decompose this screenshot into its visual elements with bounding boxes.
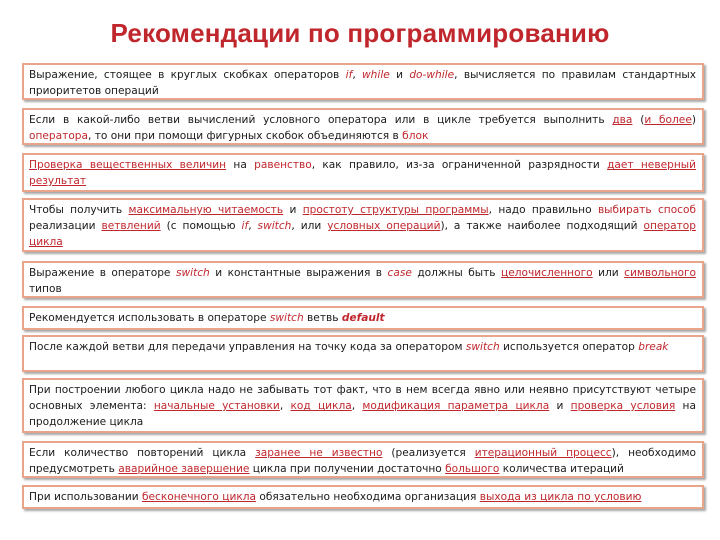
- text-segment: типов: [29, 283, 62, 295]
- recommendation-box-2: [22, 108, 704, 145]
- recommendation-box-4: [22, 198, 704, 252]
- highlighted-text: блок: [402, 130, 429, 142]
- highlighted-text: проверка условия: [570, 400, 676, 412]
- highlighted-text: ветвлений: [101, 220, 161, 232]
- highlighted-text: два: [612, 114, 633, 126]
- highlighted-text: if: [345, 69, 353, 81]
- highlighted-text: switch: [175, 267, 210, 279]
- highlighted-text: большого: [445, 463, 500, 475]
- highlighted-text: модификация параметра цикла: [362, 400, 550, 412]
- text-segment: При построении любого цикла надо не забывать тот факт, что в нем всегда явно или неявно присутствуют четыре основных элемента:: [29, 384, 696, 412]
- text-segment: Чтобы получить: [29, 204, 129, 216]
- text-segment: ветвь: [303, 312, 342, 324]
- recommendation-box-5: [22, 261, 704, 298]
- text-segment: , вычисляется по правилам стандартных приоритетов операций: [29, 69, 697, 97]
- highlighted-text: аварийное завершение: [118, 463, 250, 475]
- highlighted-text: default: [341, 312, 385, 324]
- page-title: Рекомендации по программированию: [110, 18, 610, 48]
- text-segment: , как правило, из-за ограниченной разрядности: [311, 159, 608, 171]
- recommendation-box-3: [22, 153, 704, 192]
- text-segment: ), а также наиболее подходящий: [440, 220, 644, 232]
- text-segment: используется оператор: [499, 341, 639, 353]
- text-segment: на: [226, 159, 255, 171]
- highlighted-text: бесконечного цикла: [142, 491, 257, 503]
- highlighted-text: максимальную читаемость: [128, 204, 284, 216]
- highlighted-text: целочисленного: [501, 267, 593, 279]
- highlighted-text: равенство: [254, 159, 312, 171]
- text-segment: , то они при помощи фигурных скобок объединяются в: [88, 130, 403, 142]
- text-segment: количества итераций: [499, 463, 624, 475]
- highlighted-text: выбирать способ: [597, 204, 697, 216]
- text-segment: Выражение в операторе: [29, 267, 176, 279]
- highlighted-text: выхода из цикла по условию: [479, 491, 642, 503]
- text-segment: ,: [351, 400, 363, 412]
- recommendation-box-7: [22, 335, 704, 372]
- text-segment: После каждой ветви для передачи управления на точку кода за оператором: [29, 341, 466, 353]
- highlighted-text: do-while: [409, 69, 455, 81]
- highlighted-text: switch: [465, 341, 500, 353]
- text-segment: ,: [248, 220, 258, 232]
- highlighted-text: и более: [644, 114, 692, 126]
- highlighted-text: Проверка вещественных величин: [29, 159, 227, 171]
- recommendation-box-8: [22, 378, 704, 433]
- highlighted-text: начальные установки: [153, 400, 280, 412]
- text-segment: и: [549, 400, 571, 412]
- text-segment: Рекомендуется использовать в операторе: [29, 312, 270, 324]
- text-segment: (: [632, 114, 645, 126]
- text-segment: на продолжение цикла: [29, 400, 696, 428]
- text-segment: и: [389, 69, 410, 81]
- recommendation-box-9: [22, 441, 704, 478]
- highlighted-text: условных операций: [327, 220, 441, 232]
- text-segment: обязательно необходима организация: [256, 491, 480, 503]
- text-segment: Если в какой-либо ветви вычислений условного оператора или в цикле требуется выполнить: [29, 114, 613, 126]
- text-segment: ): [691, 114, 696, 126]
- highlighted-text: итерационный процесс: [474, 447, 612, 459]
- text-segment: реализации: [29, 220, 102, 232]
- highlighted-text: break: [638, 341, 669, 353]
- text-segment: (с помощью: [160, 220, 242, 232]
- text-segment: или: [592, 267, 625, 279]
- highlighted-text: switch: [269, 312, 304, 324]
- text-segment: цикла при получении достаточно: [249, 463, 446, 475]
- highlighted-text: switch: [257, 220, 292, 232]
- text-segment: и константные выражения в: [209, 267, 388, 279]
- highlighted-text: символьного: [624, 267, 697, 279]
- text-segment: Выражение, стоящее в круглых скобках операторов: [29, 69, 346, 81]
- highlighted-text: оператор цикла: [29, 220, 696, 248]
- text-segment: (реализуется: [382, 447, 475, 459]
- text-segment: , или: [291, 220, 328, 232]
- highlighted-text: оператора: [29, 130, 89, 142]
- text-segment: и: [283, 204, 303, 216]
- highlighted-text: дает неверный результат: [29, 159, 696, 187]
- highlighted-text: case: [387, 267, 412, 279]
- text-segment: ,: [279, 400, 291, 412]
- highlighted-text: if: [241, 220, 249, 232]
- highlighted-text: код цикла: [290, 400, 352, 412]
- text-segment: должны быть: [411, 267, 502, 279]
- highlighted-text: заранее не известно: [255, 447, 383, 459]
- highlighted-text: простоту структуры программы: [302, 204, 489, 216]
- recommendation-box-10: [22, 485, 704, 509]
- text-segment: Если количество повторений цикла: [29, 447, 256, 459]
- text-segment: ,: [352, 69, 362, 81]
- text-segment: , надо правильно: [488, 204, 598, 216]
- text-segment: При использовании: [29, 491, 142, 503]
- text-segment: ), необходимо предусмотреть: [29, 447, 696, 475]
- highlighted-text: while: [362, 69, 390, 81]
- recommendation-box-6: [22, 306, 704, 330]
- recommendation-box-1: [22, 63, 704, 100]
